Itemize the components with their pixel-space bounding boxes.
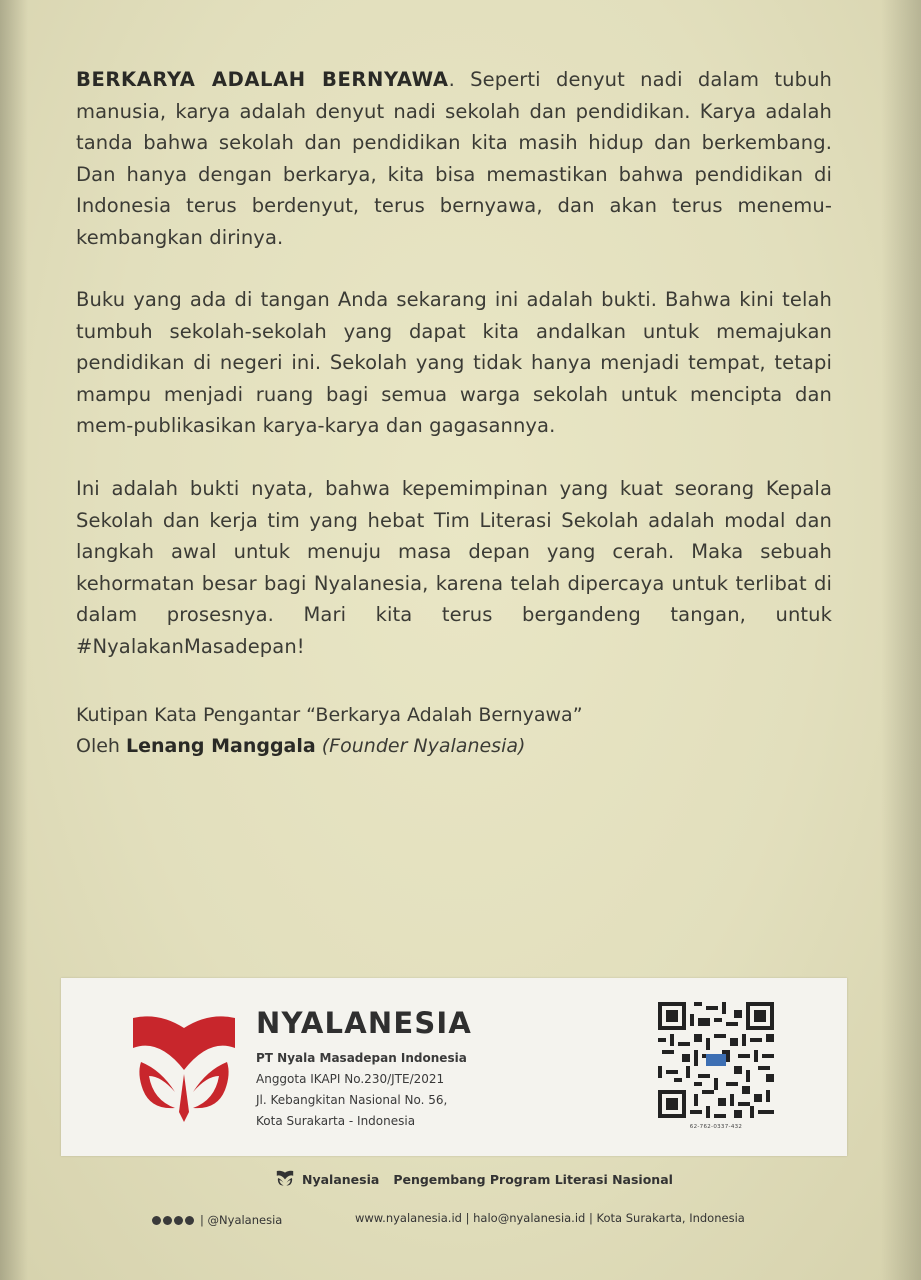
page-shadow-right: [881, 0, 921, 1280]
paragraph-intro: [76, 64, 832, 253]
facebook-icon[interactable]: [163, 1216, 172, 1225]
publisher-company: PT Nyala Masadepan Indonesia: [256, 1051, 467, 1065]
page-shadow-left: [0, 0, 28, 1280]
footer-brand-line: [275, 1170, 673, 1188]
nyalanesia-mini-logo-icon: [275, 1170, 295, 1188]
publisher-member: Anggota IKAPI No.230/JTE/2021: [256, 1072, 445, 1086]
qr-code-icon[interactable]: [658, 1002, 774, 1118]
publisher-address-1: Jl. Kebangkitan Nasional No. 56,: [256, 1093, 448, 1107]
paragraph-evidence: Buku yang ada di tangan Anda sekarang ini adalah bukti. Bahwa kini telah tumbuh sekolah-sekolah yang dapat kita andalkan untuk memajukan pendidikan di negeri ini. Sekolah yang tidak hanya menjadi tempat, tetapi mampu menjadi ruang bagi semua warga sekolah untuk mencipta dan mem-publikasikan karya-karya dan gagasannya.: [76, 288, 832, 437]
quote-by: Oleh: [76, 735, 127, 757]
quote-source: Kutipan Kata Pengantar “Berkarya Adalah Bernyawa”: [76, 704, 583, 726]
quote-author-line: [76, 731, 583, 762]
publisher-address-2: Kota Surakarta - Indonesia: [256, 1114, 416, 1128]
footer-tagline: Pengembang Program Literasi Nasional: [393, 1171, 673, 1187]
instagram-icon[interactable]: [174, 1216, 183, 1225]
quote-attribution: [76, 700, 583, 762]
social-links: [152, 1213, 282, 1227]
publisher-card: [61, 978, 847, 1156]
publisher-info: [256, 1006, 472, 1132]
intro-body-text: . Seperti denyut nadi dalam tubuh manusia, karya adalah denyut nadi sekolah dan pendidikan. Karya adalah tanda bahwa sekolah dan pendidikan kita masih hidup dan berkembang. Dan hanya dengan berkarya, kita bisa memastikan bahwa pendidikan di Indonesia terus berdenyut, terus bernyawa, dan akan terus menemu-kembangkan dirinya.: [76, 68, 833, 249]
footer-contact[interactable]: www.nyalanesia.id | halo@nyalanesia.id | Kota Surakarta, Indonesia: [355, 1211, 745, 1225]
nyalanesia-logo-icon: [131, 1012, 237, 1124]
footer-brand-name: Nyalanesia: [302, 1171, 380, 1187]
youtube-icon[interactable]: [185, 1216, 194, 1225]
social-handle[interactable]: | @Nyalanesia: [200, 1213, 283, 1227]
publisher-name: NYALANESIA: [256, 1006, 473, 1040]
quote-role: (Founder Nyalanesia): [321, 735, 526, 757]
qr-code-number: 62-762-0337-432: [689, 1124, 743, 1130]
paragraph-closing: Ini adalah bukti nyata, bahwa kepemimpinan yang kuat seorang Kepala Sekolah dan kerja tim yang hebat Tim Literasi Sekolah adalah modal dan langkah awal untuk menuju masa depan yang cerah. Maka sebuah kehormatan besar bagi Nyalanesia, karena telah dipercaya untuk terlibat di dalam prosesnya. Mari kita terus bergandeng tangan, untuk #NyalakanMasadepan!: [76, 477, 832, 658]
whatsapp-icon[interactable]: [152, 1216, 161, 1225]
quote-author: Lenang Manggala: [126, 735, 316, 757]
intro-lead-text: BERKARYA ADALAH BERNYAWA: [76, 68, 449, 91]
